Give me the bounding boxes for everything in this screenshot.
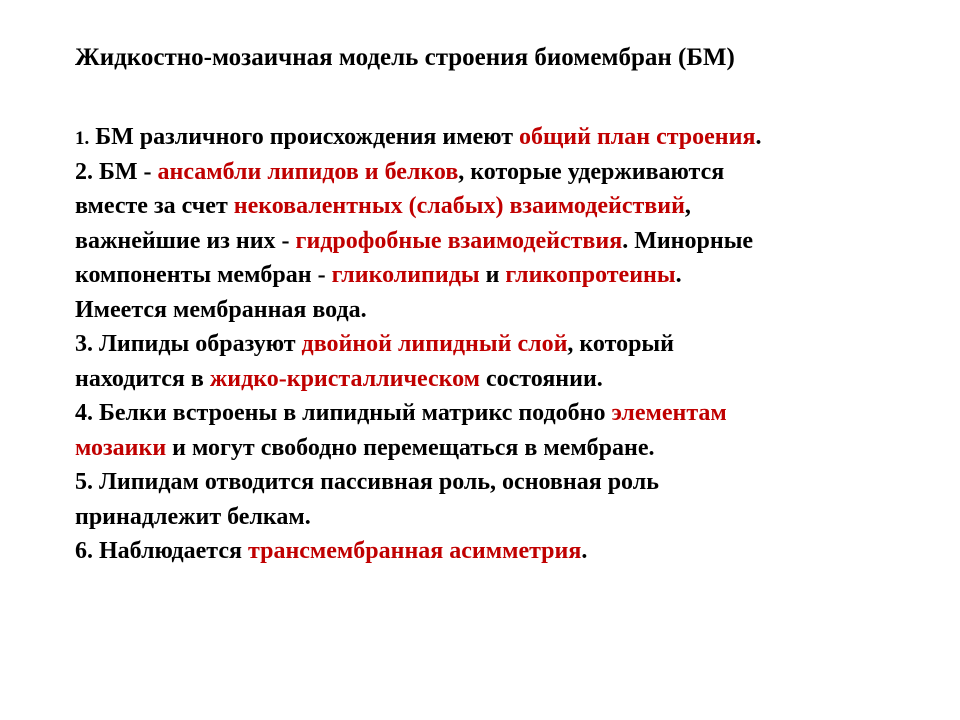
text-line <box>75 120 935 155</box>
highlighted-term: жидко-кристаллическом <box>209 365 480 392</box>
text-line <box>75 431 935 466</box>
text-segment: Имеется мембранная вода. <box>75 296 367 323</box>
text-segment: находится в <box>75 365 210 392</box>
text-line <box>75 534 935 569</box>
text-segment: принадлежит белкам. <box>75 503 311 530</box>
text-segment: . <box>675 262 682 288</box>
text-line <box>75 465 935 500</box>
text-line <box>75 396 935 431</box>
text-segment: вместе за счет <box>75 193 234 219</box>
highlighted-term: общий план строения <box>519 124 756 150</box>
highlighted-term: ансамбли липидов и белков <box>157 158 459 185</box>
text-segment: и <box>479 262 506 288</box>
highlighted-term: элементам <box>611 400 727 426</box>
text-segment: 3. Липиды образуют <box>75 331 302 357</box>
highlighted-term: гидрофобные взаимодействия <box>295 227 623 254</box>
text-segment: и могут свободно перемещаться в мембране. <box>166 434 655 461</box>
text-line <box>75 362 935 397</box>
text-segment: . <box>581 538 588 564</box>
slide-title: Жидкостно-мозаичная модель строения биомембран (БМ) <box>75 44 735 71</box>
text-line <box>75 224 935 259</box>
text-line <box>75 155 935 190</box>
text-segment: 4. Белки встроены в липидный матрикс подобно <box>75 400 612 426</box>
text-segment: состоянии. <box>480 365 603 392</box>
text-line <box>75 189 935 224</box>
text-line <box>75 500 935 535</box>
highlighted-term: нековалентных (слабых) взаимодействий <box>233 193 685 219</box>
text-segment: , который <box>567 331 674 357</box>
item-number: 1. <box>75 128 90 149</box>
text-segment: 6. Наблюдается <box>75 538 249 564</box>
text-segment: , <box>684 193 691 219</box>
text-segment: компоненты мембран - <box>75 262 332 288</box>
text-segment: . Минорные <box>622 227 754 254</box>
slide-body <box>75 120 935 569</box>
text-segment: 2. БМ - <box>75 158 158 185</box>
text-segment: . <box>755 124 762 150</box>
text-line <box>75 293 935 328</box>
highlighted-term: трансмембранная асимметрия <box>248 538 582 564</box>
highlighted-term: двойной липидный слой <box>301 331 568 357</box>
highlighted-term: гликолипиды <box>331 262 480 288</box>
text-segment: 5. Липидам отводится пассивная роль, основная роль <box>75 469 659 495</box>
text-line <box>75 327 935 362</box>
text-segment: , которые удерживаются <box>458 158 725 185</box>
text-segment: БМ различного происхождения имеют <box>89 124 520 150</box>
text-segment: важнейшие из них - <box>75 227 296 254</box>
highlighted-term: гликопротеины <box>505 262 676 288</box>
text-line <box>75 258 935 293</box>
highlighted-term: мозаики <box>75 434 167 461</box>
